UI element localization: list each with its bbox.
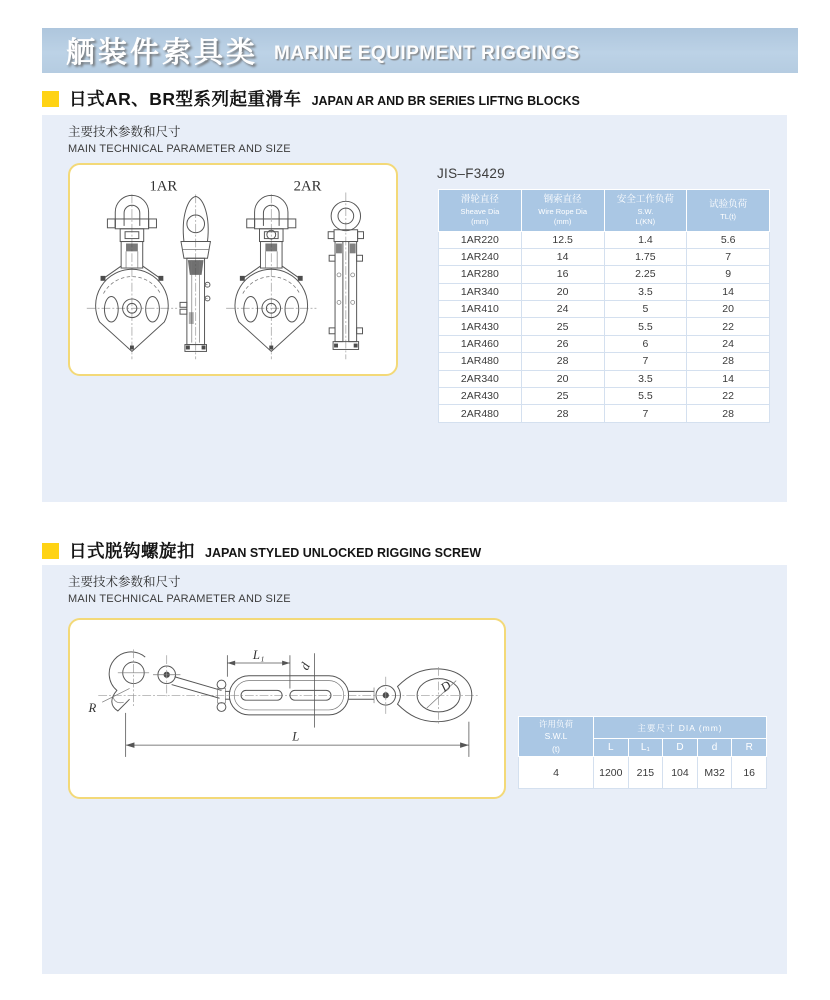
table-cell: 6 bbox=[604, 335, 687, 352]
col-header-test-load: 试验负荷 TL(t) bbox=[687, 190, 770, 232]
table-cell: 7 bbox=[687, 248, 770, 265]
table-cell: 28 bbox=[521, 353, 604, 370]
table-cell: 24 bbox=[521, 301, 604, 318]
banner-title-en: MARINE EQUIPMENT RIGGINGS bbox=[274, 43, 580, 64]
col-header-R: R bbox=[732, 739, 767, 757]
table-row bbox=[439, 388, 770, 405]
table-cell: 12.5 bbox=[521, 231, 604, 248]
table-cell: 2.25 bbox=[604, 266, 687, 283]
drawing-label-2ar: 2AR bbox=[293, 178, 322, 195]
table-cell: 1AR460 bbox=[439, 335, 522, 352]
table-cell: 1AR430 bbox=[439, 318, 522, 335]
drawing-label-1ar: 1AR bbox=[149, 178, 178, 195]
table-cell: 24 bbox=[687, 335, 770, 352]
table-cell: 4 bbox=[519, 757, 594, 789]
table-cell: 16 bbox=[732, 757, 767, 789]
param-label-en: MAIN TECHNICAL PARAMETER AND SIZE bbox=[68, 143, 291, 155]
table-cell: 16 bbox=[521, 266, 604, 283]
blocks-table bbox=[438, 189, 770, 423]
rigging-screw-drawing bbox=[68, 618, 506, 799]
col-header-L1: L₁ bbox=[628, 739, 663, 757]
table-cell: 22 bbox=[687, 318, 770, 335]
table-cell: 20 bbox=[521, 283, 604, 300]
table-cell: 28 bbox=[521, 405, 604, 422]
table-cell: 26 bbox=[521, 335, 604, 352]
table-row bbox=[439, 405, 770, 422]
table-cell: 28 bbox=[687, 353, 770, 370]
param-label-en: MAIN TECHNICAL PARAMETER AND SIZE bbox=[68, 593, 291, 605]
table-row bbox=[439, 231, 770, 248]
section1-title-en: JAPAN AR AND BR SERIES LIFTNG BLOCKS bbox=[311, 93, 580, 108]
blocks-table-header-row bbox=[439, 190, 770, 232]
table-cell: 20 bbox=[521, 370, 604, 387]
table-cell: 1AR280 bbox=[439, 266, 522, 283]
table-cell: 22 bbox=[687, 388, 770, 405]
table-cell: 14 bbox=[687, 370, 770, 387]
table-cell: 3.5 bbox=[604, 370, 687, 387]
table-row bbox=[439, 248, 770, 265]
table-cell: 1AR340 bbox=[439, 283, 522, 300]
blocks-drawing-svg bbox=[70, 165, 396, 374]
yellow-bullet-icon bbox=[42, 543, 59, 559]
rigging-screw-table bbox=[518, 716, 767, 789]
blocks-drawing bbox=[68, 163, 398, 376]
table-cell: 5 bbox=[604, 301, 687, 318]
table-cell: 1200 bbox=[594, 757, 629, 789]
table-row bbox=[439, 283, 770, 300]
section1-param-label bbox=[68, 122, 291, 155]
yellow-bullet-icon bbox=[42, 91, 59, 107]
dim-label-big-d: D bbox=[438, 678, 454, 695]
dim-label-l1: L₁ bbox=[252, 648, 265, 663]
table-cell: 1AR240 bbox=[439, 248, 522, 265]
table-cell: 20 bbox=[687, 301, 770, 318]
table-cell: 14 bbox=[687, 283, 770, 300]
page-banner bbox=[42, 28, 798, 73]
table-cell: 9 bbox=[687, 266, 770, 283]
col-header-sheave-dia: 滑轮直径 Sheave Dia (mm) bbox=[439, 190, 522, 232]
param-label-zh: 主要技术参数和尺寸 bbox=[68, 125, 181, 139]
table-cell: 25 bbox=[521, 388, 604, 405]
dim-label-r: R bbox=[88, 700, 97, 715]
col-header-main-dimensions: 主要尺寸 DIA (mm) bbox=[594, 717, 767, 739]
table-cell: 2AR430 bbox=[439, 388, 522, 405]
table-cell: 215 bbox=[628, 757, 663, 789]
rigging-screw-drawing-svg bbox=[70, 620, 504, 797]
table-cell: 1.4 bbox=[604, 231, 687, 248]
table-row bbox=[439, 370, 770, 387]
dim-label-d: d bbox=[297, 660, 313, 673]
section2-title-zh: 日式脱钩螺旋扣 bbox=[69, 541, 195, 561]
table-row bbox=[439, 266, 770, 283]
table-cell: 2AR480 bbox=[439, 405, 522, 422]
col-header-swl: 许用负荷 S.W.L (t) bbox=[519, 717, 594, 757]
table-row bbox=[439, 353, 770, 370]
col-header-D: D bbox=[663, 739, 698, 757]
table-cell: 104 bbox=[663, 757, 698, 789]
table-cell: 5.5 bbox=[604, 388, 687, 405]
table-cell: 7 bbox=[604, 405, 687, 422]
table-cell: 1AR480 bbox=[439, 353, 522, 370]
table-row bbox=[439, 335, 770, 352]
table-cell: 7 bbox=[604, 353, 687, 370]
param-label-zh: 主要技术参数和尺寸 bbox=[68, 575, 181, 589]
table-cell: 28 bbox=[687, 405, 770, 422]
section2-title bbox=[42, 538, 481, 563]
table-cell: M32 bbox=[697, 757, 732, 789]
table-row bbox=[439, 301, 770, 318]
table-cell: 25 bbox=[521, 318, 604, 335]
col-header-L: L bbox=[594, 739, 629, 757]
table-cell: 5.6 bbox=[687, 231, 770, 248]
col-header-wire-rope-dia: 钢索直径 Wire Rope Dia (mm) bbox=[521, 190, 604, 232]
table-cell: 1AR410 bbox=[439, 301, 522, 318]
col-header-d: d bbox=[697, 739, 732, 757]
table-cell: 1.75 bbox=[604, 248, 687, 265]
table-cell: 14 bbox=[521, 248, 604, 265]
table-row bbox=[439, 318, 770, 335]
section2-title-en: JAPAN STYLED UNLOCKED RIGGING SCREW bbox=[205, 545, 482, 560]
rigging-table-header-row1 bbox=[519, 717, 767, 739]
col-header-swl: 安全工作负荷 S.W. L(KN) bbox=[604, 190, 687, 232]
standard-code-label: JIS–F3429 bbox=[437, 166, 505, 181]
table-row bbox=[519, 757, 767, 789]
banner-title-zh: 舾装件索具类 bbox=[66, 37, 259, 69]
section1-title-zh: 日式AR、BR型系列起重滑车 bbox=[69, 89, 302, 109]
section1-title bbox=[42, 86, 580, 111]
table-cell: 2AR340 bbox=[439, 370, 522, 387]
dim-label-l: L bbox=[292, 729, 300, 744]
section2-param-label bbox=[68, 572, 291, 605]
table-cell: 5.5 bbox=[604, 318, 687, 335]
table-cell: 3.5 bbox=[604, 283, 687, 300]
table-cell: 1AR220 bbox=[439, 231, 522, 248]
